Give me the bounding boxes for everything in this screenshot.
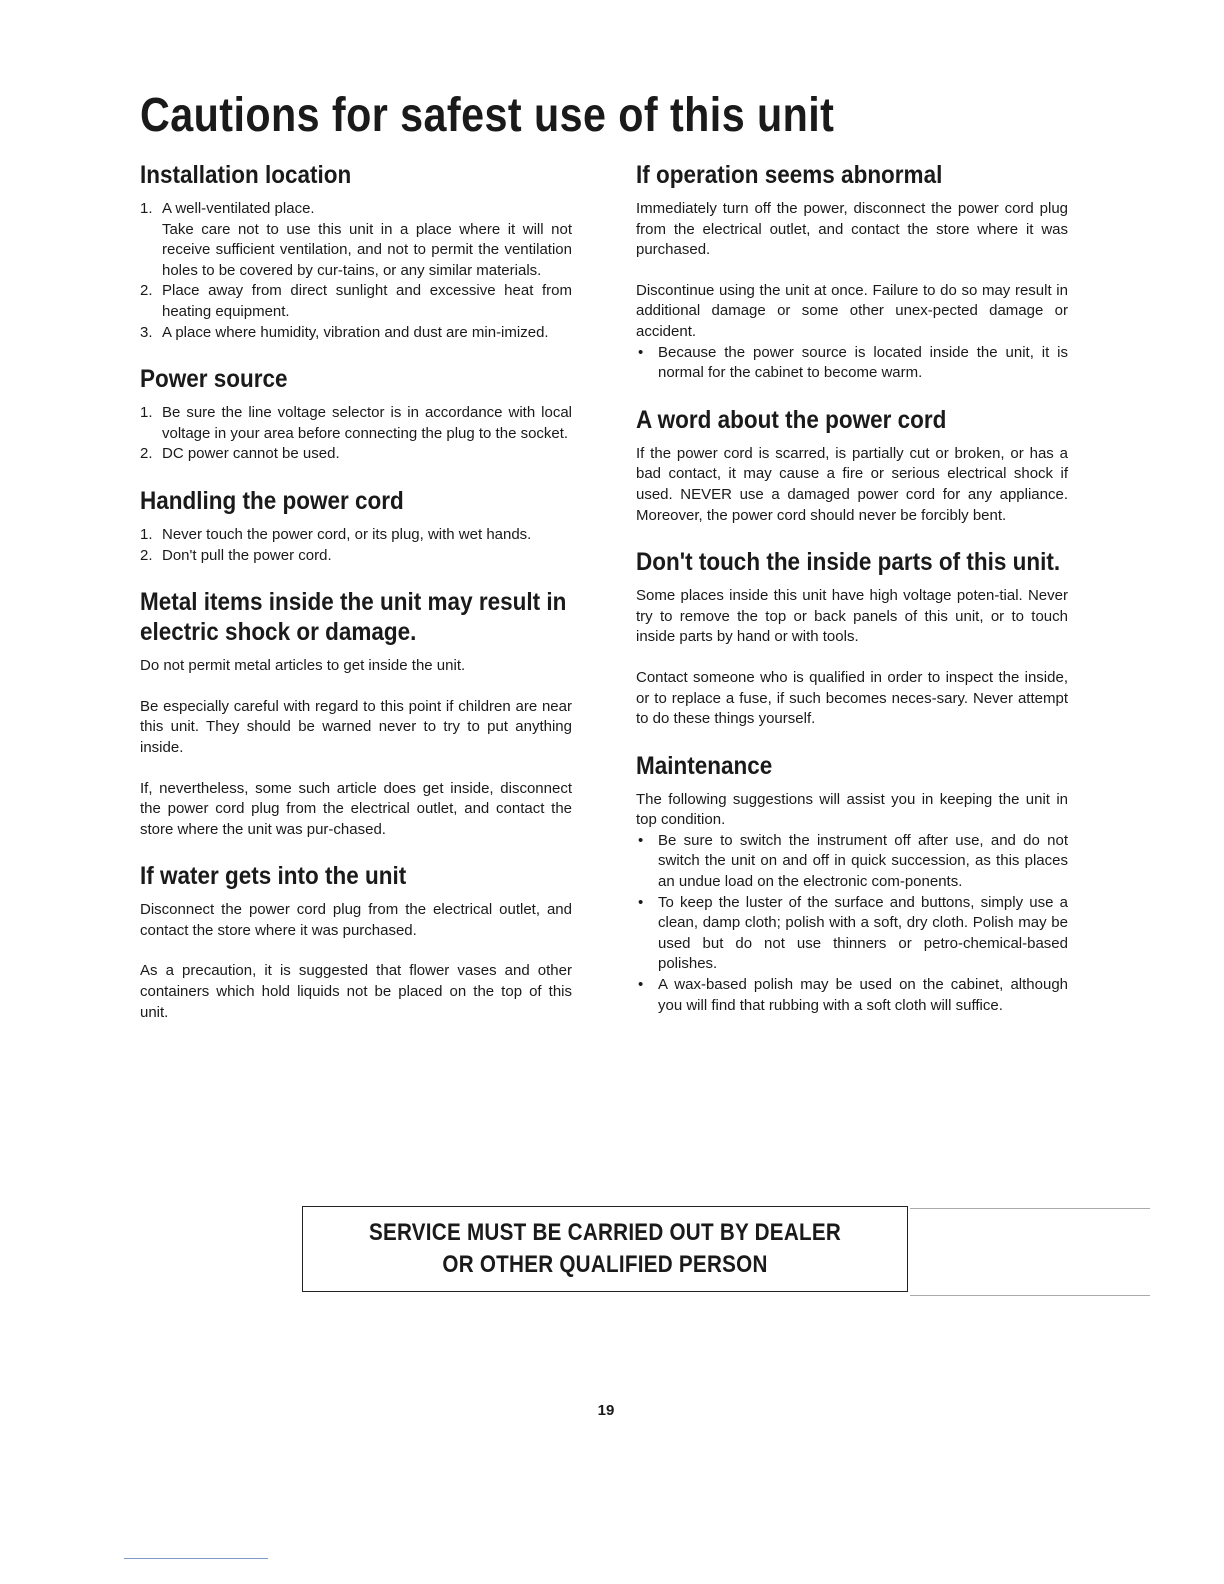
section-inside-parts [636, 547, 1068, 730]
section-water [140, 861, 572, 1023]
item-number: 2. [140, 546, 153, 564]
item-detail: Take care not to use this unit in a place where it will not receive sufficient ventilation, and not to permit the ventilation holes to be covered by cur-tains, or any similar materials. [162, 220, 572, 279]
scan-artifact-line [910, 1208, 1150, 1209]
item-text: A well-ventilated place. [162, 200, 315, 217]
list-item: • Because the power source is located inside the unit, it is normal for the cabinet to become warm. [636, 343, 1068, 384]
paragraph: Contact someone who is qualified in order to inspect the inside, or to replace a fuse, if such becomes neces-sary. Never attempt to do these things yourself. [636, 668, 1068, 728]
page-title: Cautions for safest use of this unit [140, 89, 835, 142]
item-text: Don't pull the power cord. [162, 546, 332, 564]
list-item [140, 403, 572, 444]
numbered-list [140, 403, 572, 465]
paragraph: Disconnect the power cord plug from the electrical outlet, and contact the store where it was purchased. [140, 901, 572, 939]
right-column [636, 160, 1068, 1037]
service-notice-box [302, 1206, 908, 1292]
item-number: 1. [140, 200, 153, 217]
item-text: Place away from direct sunlight and excessive heat from heating equipment. [162, 282, 572, 320]
paragraph: The following suggestions will assist you in keeping the unit in top condition. [636, 790, 1068, 829]
item-number: 2. [140, 282, 153, 300]
list-item [140, 323, 572, 344]
section-heading: If operation seems abnormal [636, 161, 943, 189]
section-power-cord [636, 405, 1068, 526]
section-heading: If water gets into the unit [140, 862, 407, 891]
section-power-source [140, 364, 572, 465]
list-item [140, 546, 572, 567]
scan-artifact-line [124, 1558, 268, 1559]
section-heading: Handling the power cord [140, 486, 404, 515]
paragraph: If, nevertheless, some such article does get inside, disconnect the power cord plug from the electrical outlet, and contact the store where the unit was pur-chased. [140, 779, 572, 838]
item-text: Never touch the power cord, or its plug, with wet hands. [162, 525, 532, 543]
paragraph: Immediately turn off the power, disconnect the power cord plug from the electrical outlet, and contact the store where it was purchased. [636, 200, 1068, 259]
section-maintenance [636, 751, 1068, 1017]
item-text: DC power cannot be used. [162, 445, 340, 463]
list-item: • A wax-based polish may be used on the cabinet, although you will find that rubbing with a soft cloth will suffice. [636, 975, 1068, 1016]
section-installation-location [140, 160, 572, 343]
section-metal-items [140, 587, 572, 840]
section-handling-power-cord [140, 486, 572, 566]
bullet-list [636, 831, 1068, 1016]
item-text: A place where humidity, vibration and dust are min-imized. [162, 323, 549, 341]
list-item [140, 281, 572, 322]
section-heading: Installation location [140, 161, 352, 189]
paragraph: Do not permit metal articles to get inside the unit. [140, 657, 466, 675]
list-item [140, 444, 572, 465]
paragraph: Discontinue using the unit at once. Failure to do so may result in additional damage or some other unex-pected damage or accident. [636, 281, 1068, 340]
item-number: 1. [140, 404, 153, 422]
section-abnormal-operation [636, 160, 1068, 384]
list-item: • Be sure to switch the instrument off after use, and do not switch the unit on and off in quick succession, as this places an undue load on the electronic com-ponents. [636, 831, 1068, 893]
numbered-list [140, 199, 572, 343]
page-number: 19 [597, 1402, 615, 1419]
section-heading: Don't touch the inside parts of this unit. [636, 548, 1061, 577]
item-number: 3. [140, 323, 153, 341]
section-heading: Maintenance [636, 751, 773, 780]
bullet-list [636, 343, 1068, 384]
list-item [140, 525, 572, 546]
list-item [140, 199, 572, 281]
numbered-list [140, 525, 572, 566]
item-number: 1. [140, 525, 153, 543]
list-item: • To keep the luster of the surface and buttons, simply use a clean, damp cloth; polish with a soft, dry cloth. Polish may be used but do not use thinners or petro-chemical-based polishes. [636, 893, 1068, 975]
paragraph: If the power cord is scarred, is partially cut or broken, or has a bad contact, it may cause a fire or serious electrical shock if used. NEVER use a damaged power cord for any appliance. Moreover, the power cord should never be forcibly bent. [636, 444, 1068, 524]
section-heading: Power source [140, 365, 288, 394]
service-notice-line: SERVICE MUST BE CARRIED OUT BY DEALER [368, 1219, 842, 1246]
section-heading: A word about the power cord [636, 405, 947, 434]
paragraph: Some places inside this unit have high voltage poten-tial. Never try to remove the top or back panels of this unit, or to touch inside parts by hand or with tools. [636, 587, 1068, 646]
paragraph: Be especially careful with regard to this point if children are near this unit. They should be warned never to try to put anything inside. [140, 697, 572, 756]
item-text: Be sure the line voltage selector is in accordance with local voltage in your area before connecting the plug to the socket. [162, 404, 572, 442]
left-column [140, 160, 572, 1044]
paragraph: As a precaution, it is suggested that flower vases and other containers which hold liquids not be placed on the top of this unit. [140, 962, 572, 1021]
section-heading: Metal items inside the unit may result in electric shock or damage. [140, 588, 567, 647]
item-number: 2. [140, 445, 153, 463]
scan-artifact-line [910, 1295, 1150, 1296]
service-notice-line: OR OTHER QUALIFIED PERSON [442, 1251, 768, 1278]
